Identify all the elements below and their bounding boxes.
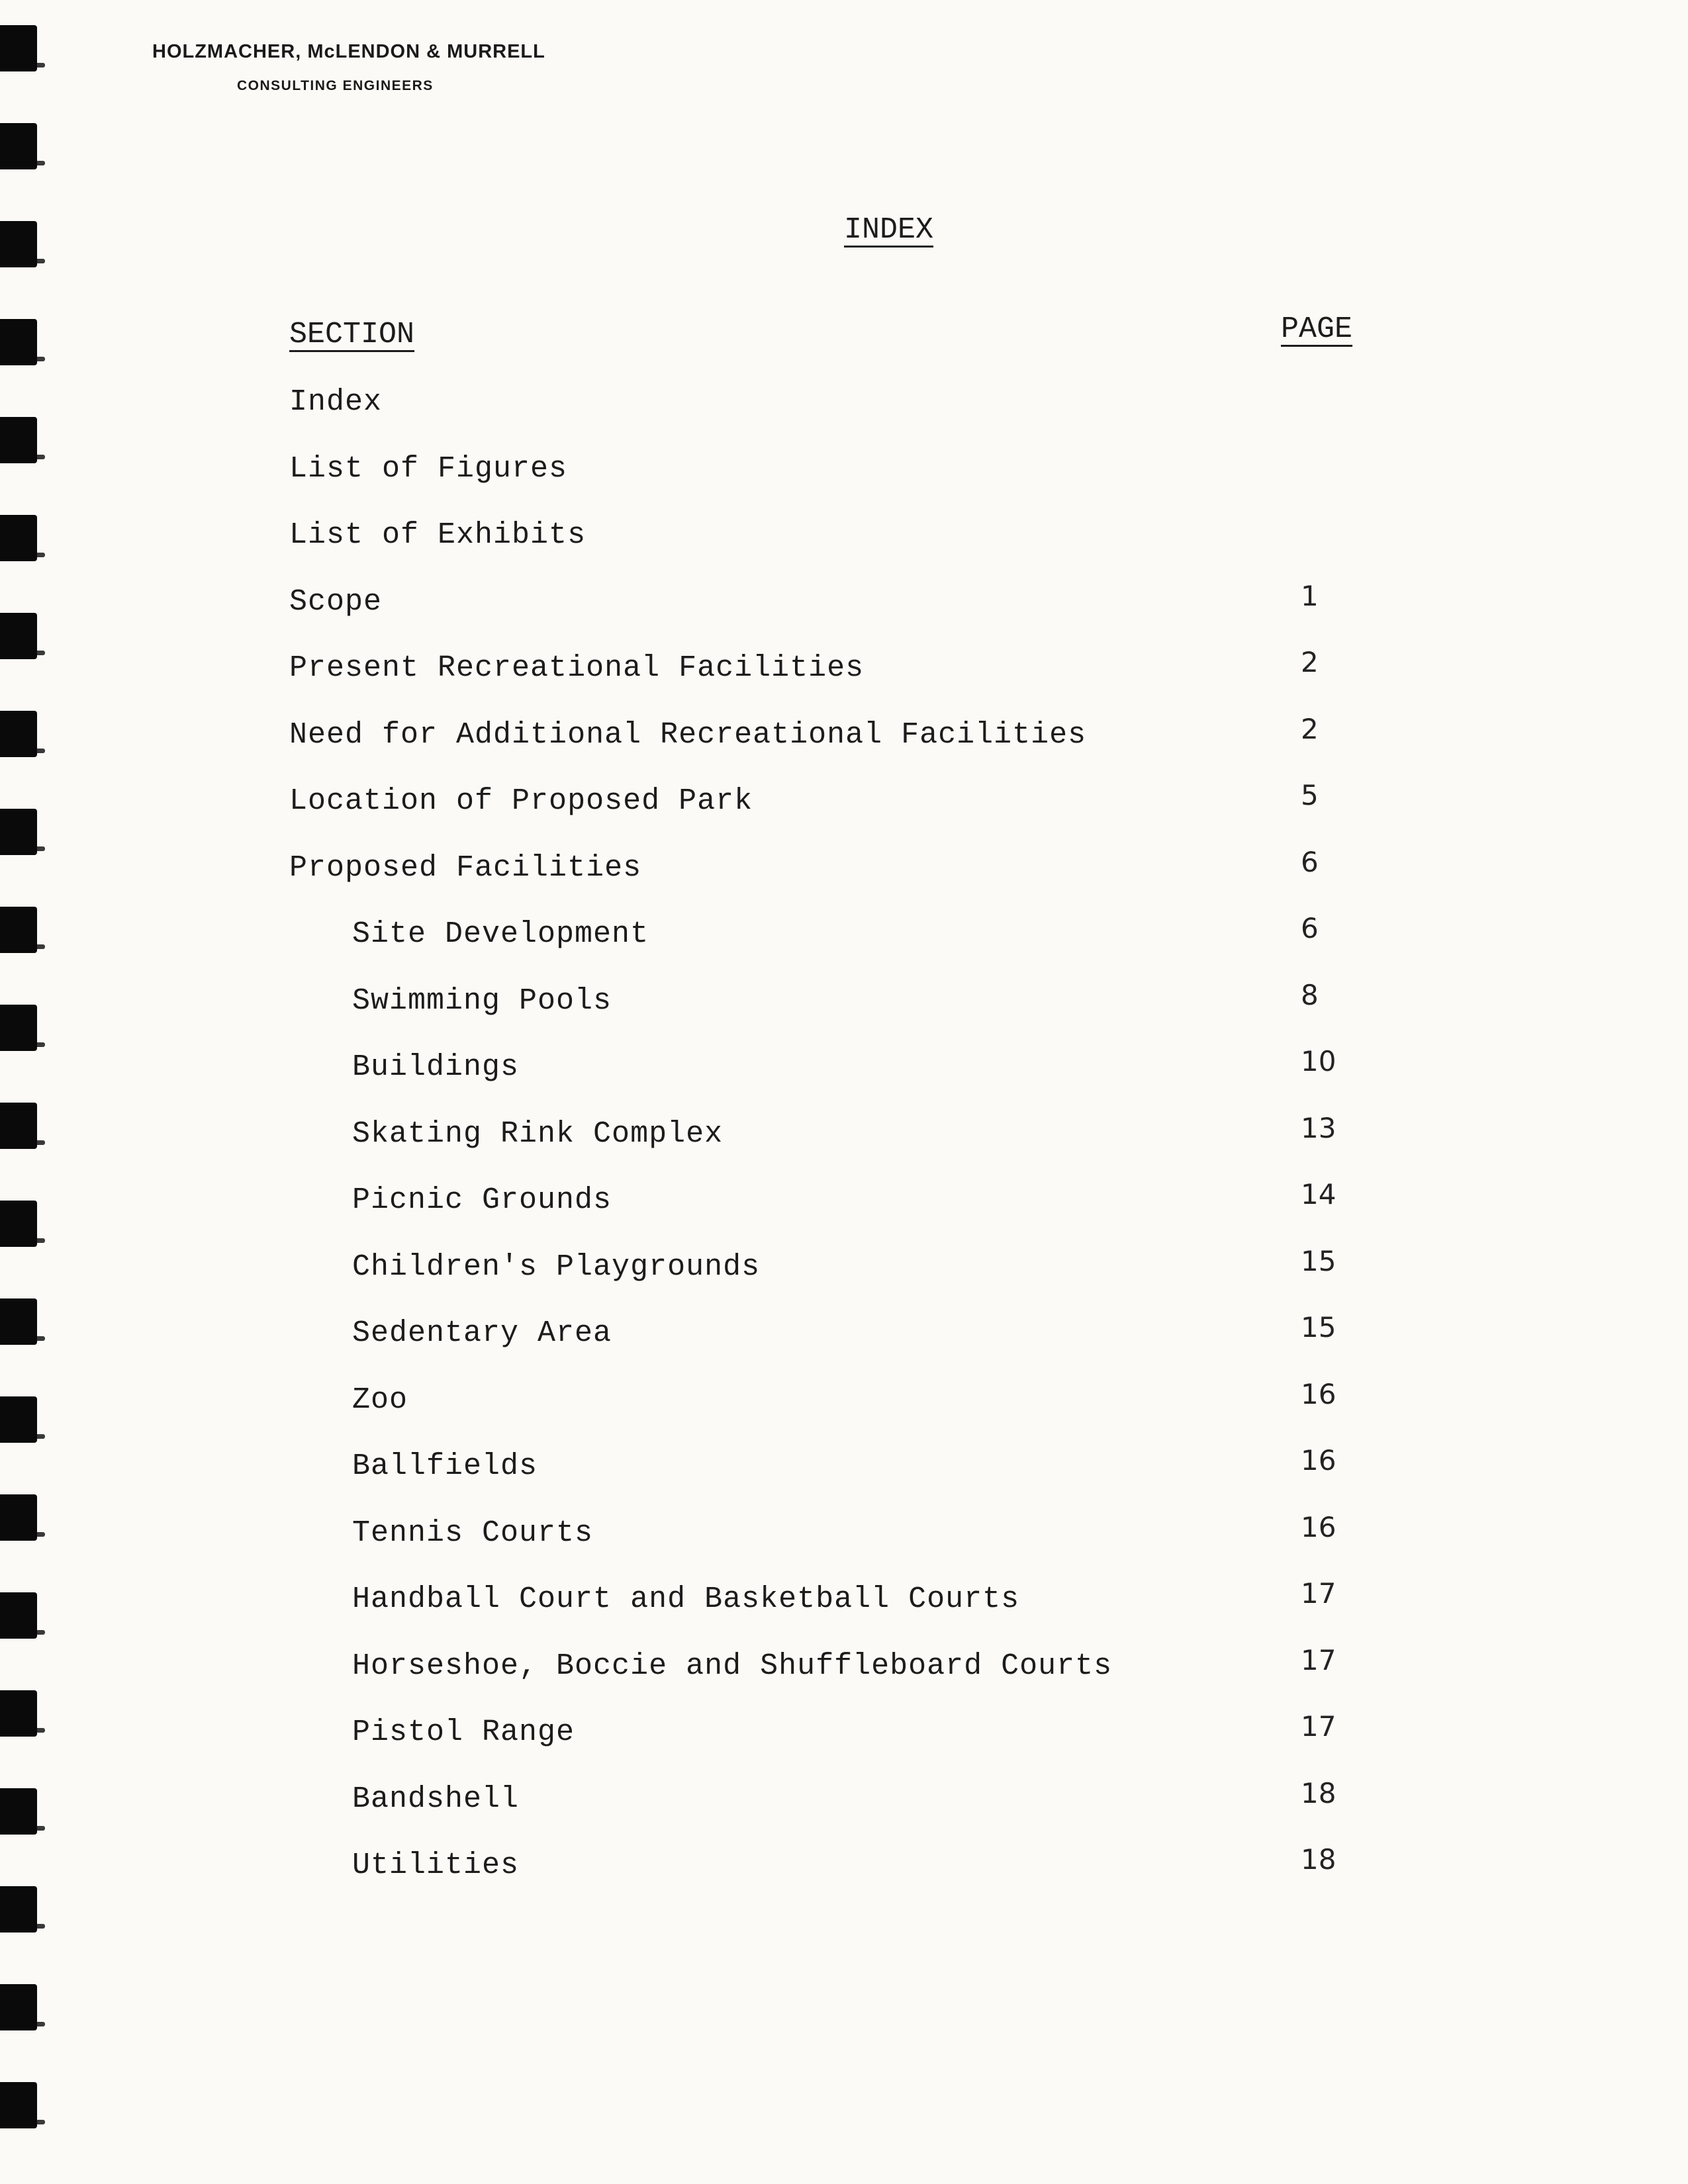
index-entry-label: List of Exhibits bbox=[289, 518, 586, 552]
index-entry-label: Scope bbox=[289, 585, 383, 619]
index-entry-label: Ballfields bbox=[352, 1449, 538, 1483]
index-entry-page: 16 bbox=[1301, 1378, 1336, 1410]
firm-name: HOLZMACHER, McLENDON & MURRELL bbox=[152, 41, 545, 62]
index-entry bbox=[0, 580, 1456, 625]
index-entry bbox=[0, 385, 1456, 425]
index-entry-page: 15 bbox=[1301, 1245, 1336, 1277]
index-entry-page: 1 bbox=[1301, 580, 1319, 612]
index-entry bbox=[0, 452, 1456, 492]
index-entry bbox=[0, 1378, 1456, 1423]
index-entry-label: Sedentary Area bbox=[352, 1316, 612, 1350]
firm-subtitle: CONSULTING ENGINEERS bbox=[237, 78, 434, 93]
index-entry bbox=[0, 713, 1456, 758]
index-entry-label: Horseshoe, Boccie and Shuffleboard Courts bbox=[352, 1649, 1113, 1683]
index-entry bbox=[0, 1644, 1456, 1689]
index-entry bbox=[0, 1178, 1456, 1223]
page-title: INDEX bbox=[844, 213, 934, 247]
index-entry-page: 16 bbox=[1301, 1444, 1336, 1477]
index-entry-label: List of Figures bbox=[289, 452, 568, 486]
binding-hole bbox=[0, 1984, 37, 2030]
index-entry-label: Proposed Facilities bbox=[289, 851, 642, 885]
index-entry-page: 17 bbox=[1301, 1644, 1336, 1676]
index-entry-label: Picnic Grounds bbox=[352, 1183, 612, 1217]
index-entry-page: 2 bbox=[1301, 713, 1319, 745]
index-entry bbox=[0, 1511, 1456, 1556]
index-entry-label: Site Development bbox=[352, 917, 649, 951]
index-entry-page: 14 bbox=[1301, 1178, 1336, 1210]
index-entry bbox=[0, 779, 1456, 824]
binding-hole bbox=[0, 123, 37, 169]
index-entry bbox=[0, 518, 1456, 558]
index-entry-label: Index bbox=[289, 385, 383, 419]
index-entry-label: Children's Playgrounds bbox=[352, 1250, 761, 1284]
index-entry-page: 17 bbox=[1301, 1577, 1336, 1610]
binding-hole bbox=[0, 319, 37, 365]
index-entry-page: 8 bbox=[1301, 979, 1319, 1011]
index-entry bbox=[0, 1843, 1456, 1888]
index-entry-label: Skating Rink Complex bbox=[352, 1117, 724, 1151]
index-entry-label: Need for Additional Recreational Facilities bbox=[289, 718, 1087, 752]
binding-hole bbox=[0, 25, 37, 71]
index-entry-page: 17 bbox=[1301, 1710, 1336, 1743]
index-entry-label: Zoo bbox=[352, 1383, 408, 1417]
index-entry-label: Handball Court and Basketball Courts bbox=[352, 1582, 1020, 1616]
index-entry bbox=[0, 979, 1456, 1024]
index-entry bbox=[0, 1311, 1456, 1356]
page-column-heading: PAGE bbox=[1281, 312, 1353, 346]
index-entry-label: Utilities bbox=[352, 1848, 520, 1882]
index-entry-page: 6 bbox=[1301, 846, 1319, 878]
index-entry bbox=[0, 1710, 1456, 1755]
index-entry bbox=[0, 912, 1456, 957]
index-entry-page: 15 bbox=[1301, 1311, 1336, 1343]
index-entry-label: Tennis Courts bbox=[352, 1516, 594, 1550]
index-entry bbox=[0, 846, 1456, 891]
index-entry-label: Pistol Range bbox=[352, 1715, 575, 1749]
index-entry-page: 10 bbox=[1301, 1045, 1336, 1077]
index-entry bbox=[0, 1112, 1456, 1157]
binding-hole bbox=[0, 221, 37, 267]
index-entry-label: Bandshell bbox=[352, 1782, 520, 1816]
index-entry-label: Buildings bbox=[352, 1050, 520, 1084]
binding-hole bbox=[0, 1886, 37, 1933]
index-entry bbox=[0, 646, 1456, 691]
index-entry-label: Swimming Pools bbox=[352, 984, 612, 1018]
index-entry bbox=[0, 1245, 1456, 1290]
index-entry bbox=[0, 1577, 1456, 1622]
index-entry-page: 2 bbox=[1301, 646, 1319, 678]
index-entry bbox=[0, 1045, 1456, 1090]
index-entry-page: 16 bbox=[1301, 1511, 1336, 1543]
index-entry bbox=[0, 1777, 1456, 1822]
index-entry bbox=[0, 1444, 1456, 1489]
binding-hole bbox=[0, 2082, 37, 2128]
index-entry-label: Location of Proposed Park bbox=[289, 784, 753, 818]
index-entry-page: 6 bbox=[1301, 912, 1319, 944]
index-entry-page: 18 bbox=[1301, 1777, 1336, 1809]
index-entry-page: 5 bbox=[1301, 779, 1319, 811]
index-entry-label: Present Recreational Facilities bbox=[289, 651, 865, 685]
section-column-heading: SECTION bbox=[289, 318, 415, 351]
index-entry-page: 13 bbox=[1301, 1112, 1336, 1144]
index-entry-page: 18 bbox=[1301, 1843, 1336, 1876]
